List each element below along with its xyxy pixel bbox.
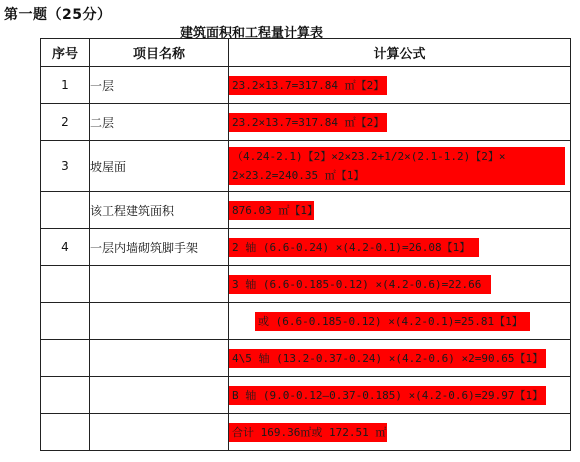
table-row xyxy=(41,414,571,451)
question-heading: 第一题（25分） xyxy=(4,7,112,23)
header-row xyxy=(41,39,571,67)
table-row xyxy=(41,67,571,104)
highlighted-formula: 876.03 ㎡【1】 xyxy=(229,201,314,220)
column-header-no: 序号 xyxy=(41,39,90,67)
formula-cell xyxy=(229,377,571,414)
highlighted-formula: 合计 169.36㎡或 172.51 ㎡ xyxy=(229,423,387,442)
row-number: 2 xyxy=(41,104,90,141)
highlighted-formula xyxy=(229,147,565,185)
table-row xyxy=(41,303,571,340)
formula-cell xyxy=(229,303,571,340)
highlighted-formula: 或 (6.6-0.185-0.12) ×(4.2-0.1)=25.81【1】 xyxy=(255,312,530,331)
item-name xyxy=(90,266,229,303)
item-name: 二层 xyxy=(90,104,229,141)
formula-cell xyxy=(229,266,571,303)
item-name xyxy=(90,377,229,414)
column-header-item-name: 项目名称 xyxy=(90,39,229,67)
table-row xyxy=(41,141,571,192)
table-row xyxy=(41,229,571,266)
formula-cell xyxy=(229,104,571,141)
item-name xyxy=(90,303,229,340)
row-number xyxy=(41,192,90,229)
highlighted-formula: 23.2×13.7=317.84 ㎡【2】 xyxy=(229,113,387,132)
table-row xyxy=(41,192,571,229)
formula-cell xyxy=(229,414,571,451)
formula-line-2: 2×23.2=240.35 ㎡【1】 xyxy=(232,169,365,182)
highlighted-formula: 3 轴 (6.6-0.185-0.12) ×(4.2-0.6)=22.66 xyxy=(229,275,491,294)
row-number xyxy=(41,377,90,414)
highlighted-formula: 23.2×13.7=317.84 ㎡【2】 xyxy=(229,76,387,95)
item-name: 坡屋面 xyxy=(90,141,229,192)
table-row xyxy=(41,266,571,303)
formula-cell xyxy=(229,141,571,192)
column-header-formula: 计算公式 xyxy=(229,39,571,67)
row-number xyxy=(41,266,90,303)
formula-cell xyxy=(229,340,571,377)
item-name: 一层 xyxy=(90,67,229,104)
row-number: 1 xyxy=(41,67,90,104)
table-row xyxy=(41,340,571,377)
formula-line-1: （4.24-2.1)【2】×2×23.2+1/2×(2.1-1.2)【2】× xyxy=(232,150,506,163)
highlighted-formula: 4\5 轴 (13.2-0.37-0.24) ×(4.2-0.6) ×2=90.65【1】 xyxy=(229,349,546,368)
item-name xyxy=(90,414,229,451)
formula-cell xyxy=(229,192,571,229)
item-name: 一层内墙砌筑脚手架 xyxy=(90,229,229,266)
row-number xyxy=(41,340,90,377)
table-row xyxy=(41,377,571,414)
table-row xyxy=(41,104,571,141)
table-title: 建筑面积和工程量计算表 xyxy=(180,26,324,41)
row-number: 4 xyxy=(41,229,90,266)
formula-cell xyxy=(229,229,571,266)
row-number xyxy=(41,303,90,340)
item-name: 该工程建筑面积 xyxy=(90,192,229,229)
row-number: 3 xyxy=(41,141,90,192)
formula-cell xyxy=(229,67,571,104)
calculation-table xyxy=(40,38,571,451)
row-number xyxy=(41,414,90,451)
highlighted-formula: 2 轴 (6.6-0.24) ×(4.2-0.1)=26.08【1】 xyxy=(229,238,479,257)
item-name xyxy=(90,340,229,377)
highlighted-formula: B 轴 (9.0-0.12—0.37-0.185) ×(4.2-0.6)=29.97【1】 xyxy=(229,386,546,405)
